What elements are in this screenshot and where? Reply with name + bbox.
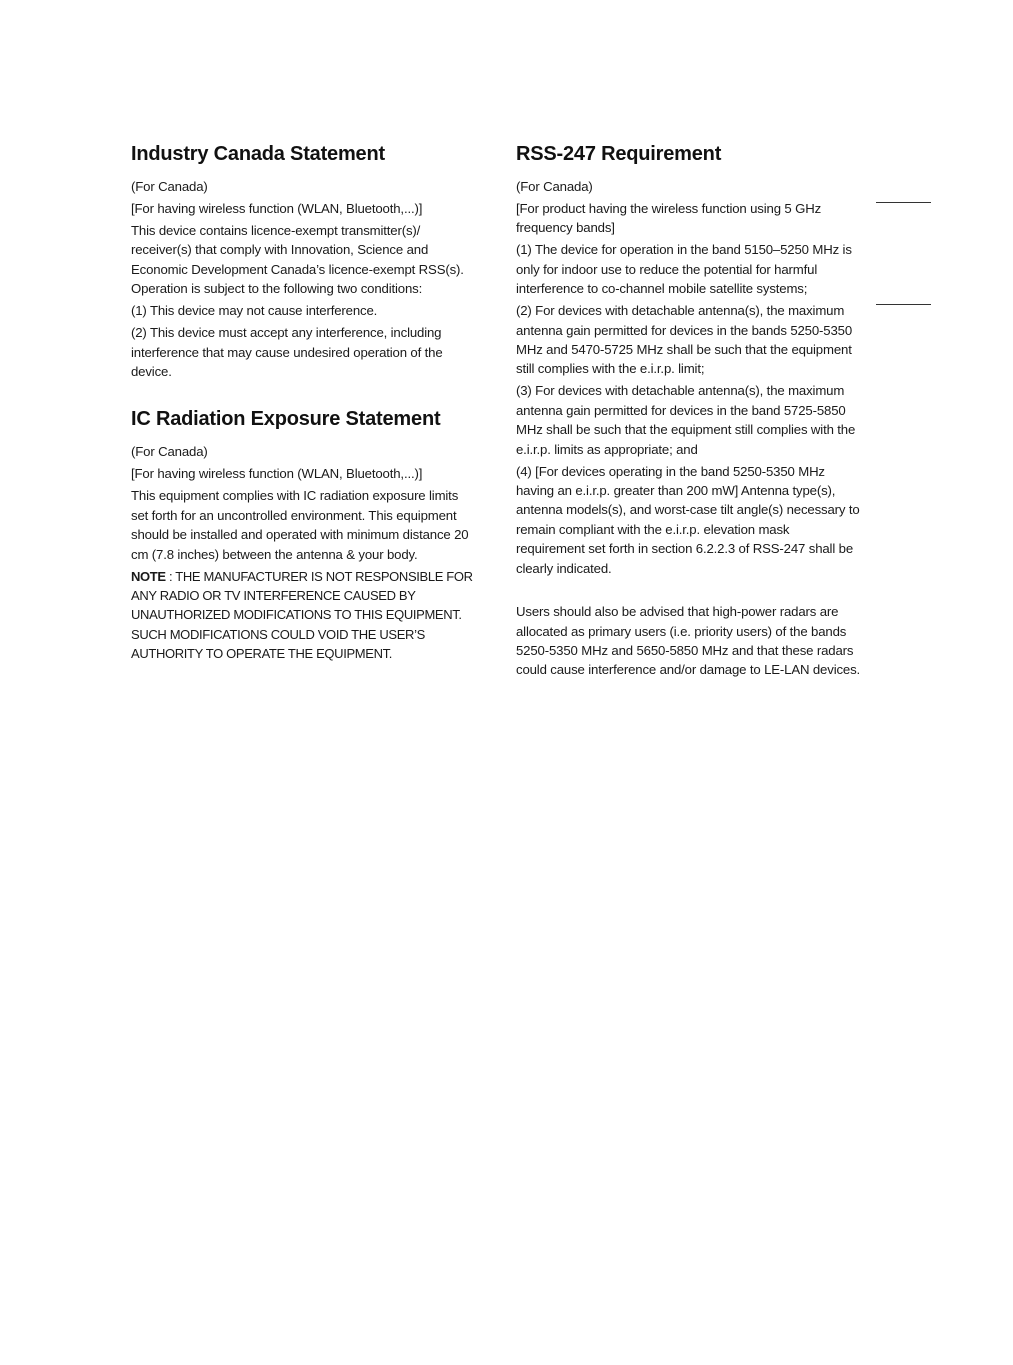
left-column bbox=[131, 140, 476, 664]
rss-247-heading: RSS-247 Requirement bbox=[516, 143, 722, 165]
5ghz-bands-note: [For product having the wireless function using 5 GHz frequency bands] bbox=[516, 201, 822, 236]
margin-divider-top bbox=[876, 202, 931, 203]
manufacturer-note bbox=[131, 567, 476, 664]
for-canada-label-3: (For Canada) bbox=[516, 179, 593, 194]
wireless-function-note: [For having wireless function (WLAN, Bluetooth,...)] bbox=[131, 201, 423, 216]
radar-advisory-paragraph: Users should also be advised that high-power radars are allocated as primary users (i.e. priority users) of the bands 5250-5350 MHz and 5650-5850 MHz and that these radars could cause interference and/or damage to LE-LAN devices. bbox=[516, 604, 861, 678]
right-column bbox=[516, 140, 861, 680]
margin-divider-bottom bbox=[876, 304, 931, 305]
condition-1: (1) This device may not cause interference. bbox=[131, 303, 378, 319]
wireless-function-note-2: [For having wireless function (WLAN, Bluetooth,...)] bbox=[131, 466, 423, 482]
ic-radiation-heading: IC Radiation Exposure Statement bbox=[131, 408, 441, 431]
requirement-1: (1) The device for operation in the band 5150–5250 MHz is only for indoor use to reduce the potential for harmful interference to co-channel mobile satellite systems; bbox=[516, 242, 852, 297]
for-canada-label: (For Canada) bbox=[131, 179, 208, 194]
requirement-2: (2) For devices with detachable antenna(s), the maximum antenna gain permitted for devices in the bands 5250-5350 MHz and 5470-5725 MHz shall be such that the equipment still complies with the e.i.r.p. limit; bbox=[516, 303, 853, 377]
for-canada-label-2: (For Canada) bbox=[131, 444, 208, 460]
requirement-3: (3) For devices with detachable antenna(s), the maximum antenna gain permitted for devices in the band 5725-5850 MHz shall be such that the equipment still complies with the e.i.r.p. limits as appropriate; and bbox=[516, 383, 856, 457]
radiation-exposure-paragraph: This equipment complies with IC radiation exposure limits set forth for an uncontrolled environment. This equipment should be installed and operated with minimum distance 20 cm (7.8 inches) between the antenna & your body. bbox=[131, 488, 469, 562]
condition-2: (2) This device must accept any interference, including interference that may cause undesired operation of the device. bbox=[131, 325, 443, 380]
industry-canada-heading: Industry Canada Statement bbox=[131, 143, 385, 165]
note-text: : THE MANUFACTURER IS NOT RESPONSIBLE FOR ANY RADIO OR TV INTERFERENCE CAUSED BY UNAUTHORIZED MODIFICATIONS TO THIS EQUIPMENT. SUCH MODIFICATIONS COULD VOID THE USER’S AUTHORITY TO OPERATE THE EQUIPMENT. bbox=[131, 568, 473, 662]
note-label: NOTE bbox=[131, 568, 166, 584]
licence-exempt-paragraph: This device contains licence-exempt transmitter(s)/ receiver(s) that comply with Innovation, Science and Economic Development Canada’s licence-exempt RSS(s). Operation is subject to the following two conditions: bbox=[131, 223, 464, 297]
requirement-4: (4) [For devices operating in the band 5250-5350 MHz having an e.i.r.p. greater than 200 mW] Antenna type(s), antenna models(s), and worst-case tilt angle(s) necessary to remain compliant with the e.i.r.p. elevation mask requirement set forth in section 6.2.2.3 of RSS-247 shall be clearly indicated. bbox=[516, 463, 860, 576]
